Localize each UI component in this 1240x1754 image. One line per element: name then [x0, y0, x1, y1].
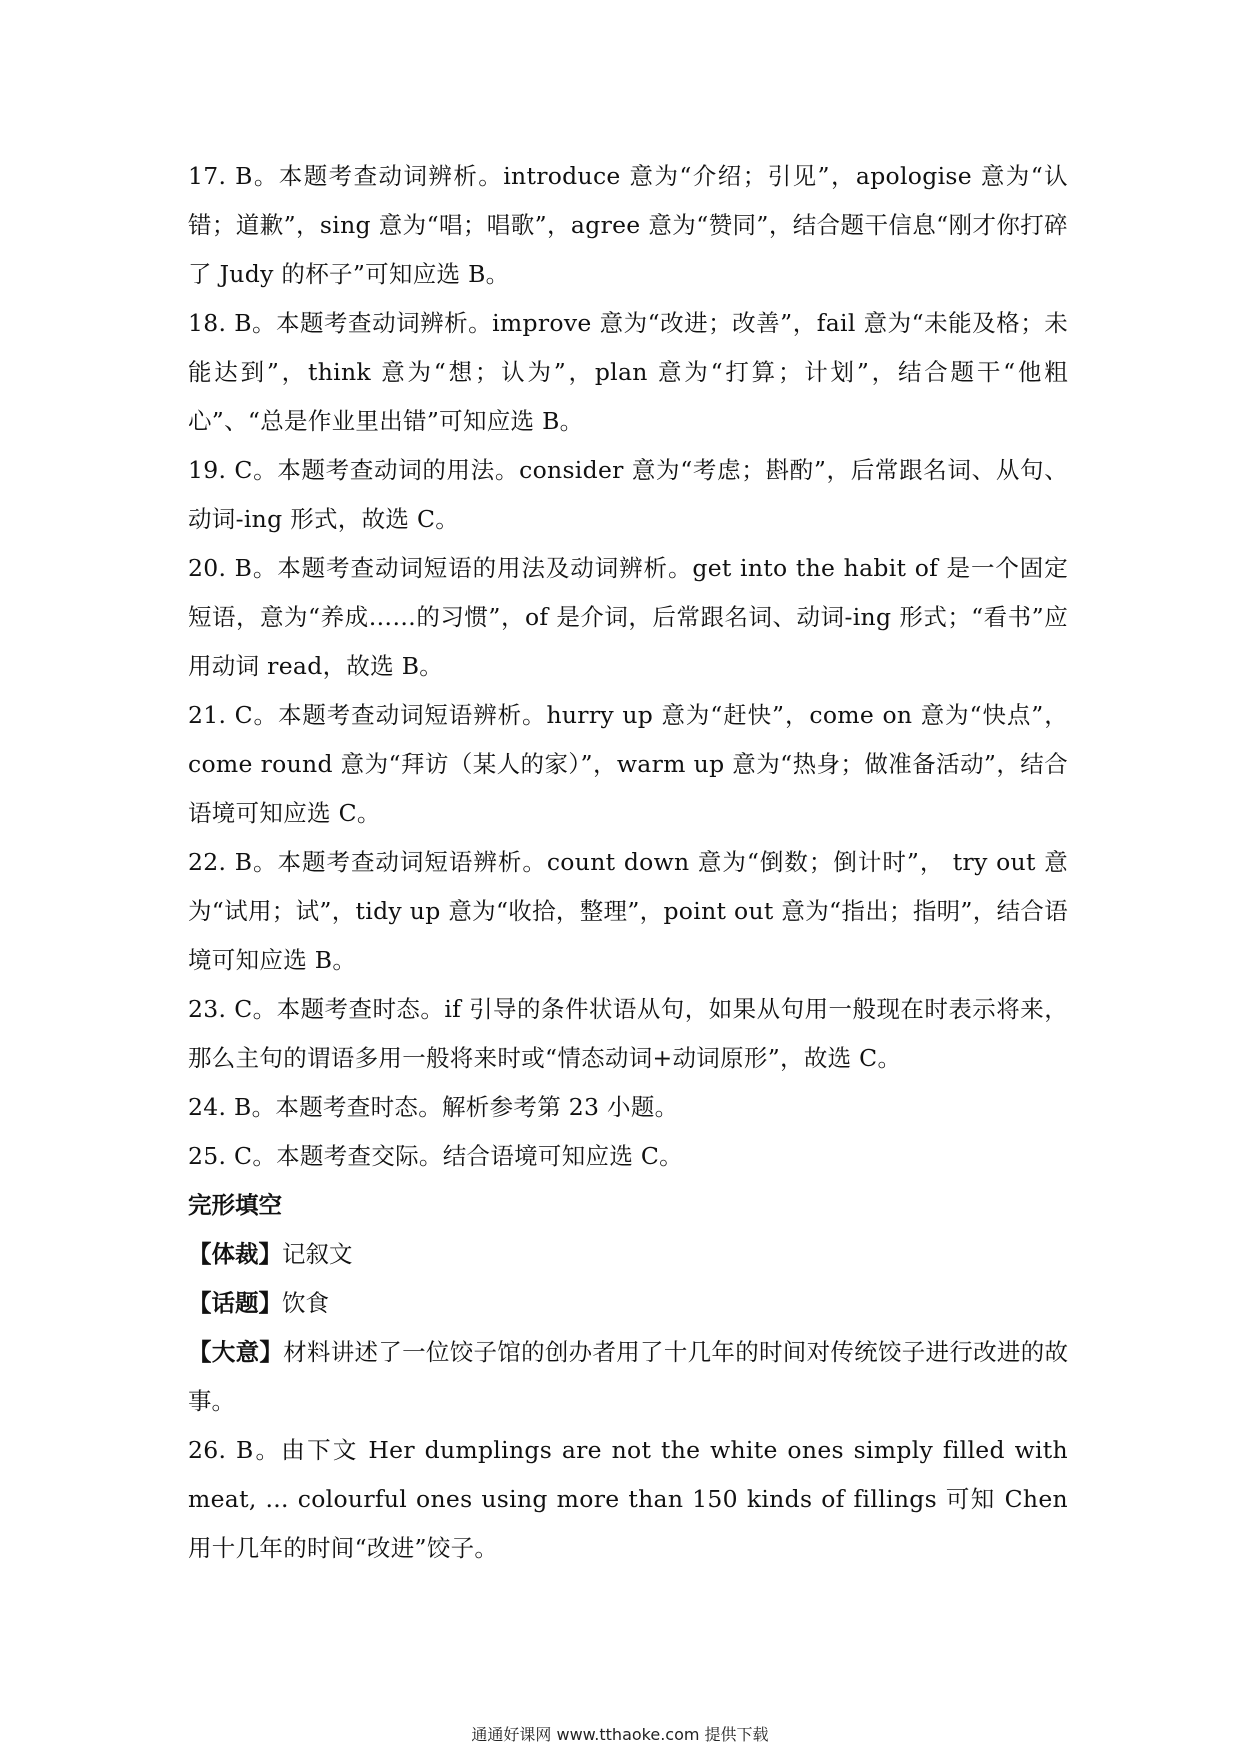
answer-19: 19. C。本题考查动词的用法。consider 意为“考虑；斟酌”，后常跟名词、从句、动词-ing 形式，故选 C。 [188, 456, 1068, 533]
answer-22: 22. B。本题考查动词短语辨析。count down 意为“倒数；倒计时”， try out 意为“试用；试”，tidy up 意为“收拾，整理”，point out 意为“指出；指明”，结合语境可知应选 B。 [188, 848, 1068, 974]
document-body [188, 152, 1068, 1573]
topic-label: 【话题】 [188, 1289, 282, 1317]
answer-23: 23. C。本题考查时态。if 引导的条件状语从句，如果从句用一般现在时表示将来，那么主句的谓语多用一般将来时或“情态动词+动词原形”，故选 C。 [188, 995, 1068, 1072]
answer-24: 24. B。本题考查时态。解析参考第 23 小题。 [188, 1093, 679, 1121]
answer-25: 25. C。本题考查交际。结合语境可知应选 C。 [188, 1142, 683, 1170]
answer-21: 21. C。本题考查动词短语辨析。hurry up 意为“赶快”，come on 意为“快点”，come round 意为“拜访（某人的家）”，warm up 意为“热身；做准备活动”，结合语境可知应选 C。 [188, 701, 1068, 827]
answer-20: 20. B。本题考查动词短语的用法及动词辨析。get into the habit of 是一个固定短语，意为“养成……的习惯”，of 是介词，后常跟名词、动词-ing 形式；“看书”应用动词 read，故选 B。 [188, 554, 1068, 680]
section-title: 完形填空 [188, 1191, 282, 1219]
page-footer: 通通好课网 www.tthaoke.com 提供下载 [471, 1725, 769, 1744]
answer-26: 26. B。由下文 Her dumplings are not the white ones simply filled with meat, ... colourful ones using more than 150 kinds of fillings 可知 Chen 用十几年的时间“改进”饺子。 [188, 1436, 1068, 1562]
topic-value: 饮食 [282, 1289, 329, 1317]
summary-line [188, 1328, 1068, 1426]
answer-18: 18. B。本题考查动词辨析。improve 意为“改进；改善”，fail 意为“未能及格；未能达到”，think 意为“想；认为”，plan 意为“打算；计划”，结合题干“他粗心”、“总是作业里出错”可知应选 B。 [188, 309, 1068, 435]
summary-label: 【大意】 [188, 1338, 284, 1366]
genre-line [188, 1230, 1068, 1279]
topic-line [188, 1279, 1068, 1328]
summary-value: 材料讲述了一位饺子馆的创办者用了十几年的时间对传统饺子进行改进的故事。 [188, 1338, 1069, 1415]
answer-17: 17. B。本题考查动词辨析。introduce 意为“介绍；引见”，apologise 意为“认错；道歉”，sing 意为“唱；唱歌”，agree 意为“赞同”，结合题干信息“刚才你打碎了 Judy 的杯子”可知应选 B。 [188, 162, 1068, 288]
genre-value: 记叙文 [282, 1240, 353, 1268]
genre-label: 【体裁】 [188, 1240, 282, 1268]
